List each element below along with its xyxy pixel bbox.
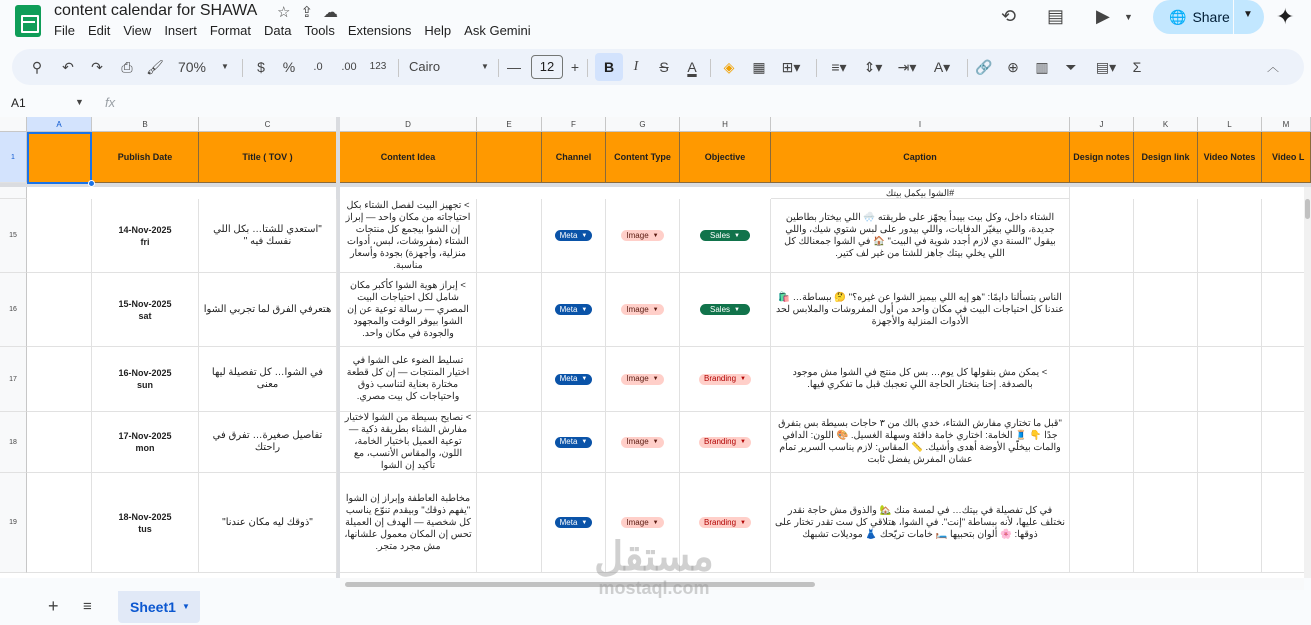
- star-icon[interactable]: ☆: [277, 4, 291, 21]
- content-type-chip[interactable]: [621, 230, 663, 241]
- chip-label: Meta: [559, 374, 578, 383]
- gemini-icon[interactable]: ✦: [1276, 4, 1295, 29]
- objective-chip[interactable]: [699, 437, 751, 448]
- toolbar-divider: [498, 59, 499, 77]
- chip-label: Image: [626, 230, 649, 240]
- row-19-title-cell[interactable]: "ذوقك ليه مكان عندنا": [199, 473, 337, 573]
- column-header-e[interactable]: E: [477, 117, 542, 132]
- header-cell-content-type[interactable]: Content Type: [606, 132, 680, 183]
- chip-dropdown-icon: ▼: [734, 232, 740, 239]
- watermark: [574, 535, 734, 597]
- row-18-cell-e[interactable]: [477, 412, 542, 473]
- chip-label: Sales: [710, 304, 731, 314]
- fx-icon: fx: [105, 95, 116, 110]
- row-15-cell-e[interactable]: [477, 199, 542, 273]
- document-title[interactable]: content calendar for SHAWA: [54, 2, 258, 19]
- row-17-objective-cell[interactable]: [680, 347, 771, 412]
- chip-label: Meta: [559, 517, 578, 527]
- row-16-date-cell[interactable]: [92, 273, 199, 347]
- row-18-caption-cell[interactable]: "قبل ما تختاري مفارش الشتاء، خدي بالك من ٣ حاجات بسيطة بس بتفرق جدًا 👇 🧵 الخامة: اختاري خامة دافئة وسهلة الغسيل. 🎨 اللون: الدافي والمات بيخلّي الأوضة أهدى وأشيك. 📏 المقاس: لازم يناسب السرير تمام عشان المفرش يفضل ثابت: [771, 412, 1070, 473]
- channel-chip[interactable]: [555, 304, 593, 315]
- day-value: tus: [138, 523, 152, 534]
- sheet-tab-sheet1[interactable]: [118, 591, 200, 623]
- row-16-cell-a[interactable]: [27, 273, 92, 347]
- column-header-g[interactable]: G: [606, 117, 680, 132]
- objective-chip[interactable]: [699, 517, 751, 528]
- text-rotation-icon[interactable]: A▾: [933, 59, 951, 75]
- row-17-video-notes-cell[interactable]: [1198, 347, 1262, 412]
- toolbar-divider: [242, 59, 243, 77]
- chip-dropdown-icon: ▼: [581, 232, 588, 239]
- watermark-latin: mostaql.com: [598, 578, 710, 598]
- date-value: 18-Nov-2025: [118, 511, 172, 522]
- chip-label: Sales: [710, 230, 731, 240]
- search-menus-icon[interactable]: ⚲: [31, 59, 43, 75]
- date-value: 14-Nov-2025: [118, 224, 172, 235]
- menu-format[interactable]: Format: [209, 23, 251, 38]
- watermark-arabic: مستقل: [594, 535, 714, 579]
- row-header-18[interactable]: 18: [0, 412, 27, 473]
- zoom-dropdown-icon[interactable]: ▼: [221, 62, 229, 71]
- row-16-channel-cell[interactable]: [542, 273, 606, 347]
- menu-bar: [54, 23, 544, 38]
- font-dropdown-icon[interactable]: ▼: [481, 62, 489, 71]
- channel-chip[interactable]: [555, 374, 593, 385]
- chip-dropdown-icon: ▼: [581, 376, 588, 382]
- print-icon[interactable]: ⎙: [121, 59, 133, 75]
- currency-format-button[interactable]: $: [257, 59, 265, 75]
- row-header-19[interactable]: 19: [0, 473, 27, 573]
- font-size-input[interactable]: 12: [531, 55, 563, 79]
- title-icons: [277, 3, 338, 21]
- menu-tools[interactable]: Tools: [304, 23, 335, 38]
- borders-icon[interactable]: ▦: [752, 59, 766, 75]
- toolbar: [12, 49, 1304, 85]
- merge-cells-icon[interactable]: ⊞▾: [781, 59, 801, 75]
- objective-chip[interactable]: [700, 304, 750, 315]
- row-18-design-notes-cell[interactable]: [1070, 412, 1134, 473]
- fill-color-icon[interactable]: ◈: [723, 59, 735, 75]
- column-header-d[interactable]: D: [340, 117, 477, 132]
- name-box-dropdown-icon[interactable]: ▼: [75, 97, 84, 107]
- chip-dropdown-icon: ▼: [652, 232, 659, 239]
- row-18-type-cell[interactable]: [606, 412, 680, 473]
- row-16-caption-cell[interactable]: الناس بتسألنا دايمًا: "هو إيه اللي بيميز الشوا عن غيره؟" 🤔 ببساطة… 🛍️ عندنا كل احتياجات البيت في مكان واحد من أول المفروشات والملابس لحد الأدوات المنزلية والأجهزة: [771, 273, 1070, 347]
- row-15-date-cell[interactable]: [92, 199, 199, 273]
- row-17-title-cell[interactable]: في الشوا… كل تفصيلة ليها معنى: [199, 347, 337, 412]
- row-17-idea-cell[interactable]: تسليط الضوء على الشوا في اختيار المنتجات — إن كل قطعة مختارة بعناية لتناسب ذوق واحتياجات كل بيت مصري.: [340, 347, 477, 412]
- move-folder-icon[interactable]: ⇪: [300, 4, 314, 21]
- content-type-chip[interactable]: [621, 517, 663, 528]
- row-16-type-cell[interactable]: [606, 273, 680, 347]
- insert-comment-icon[interactable]: ⊕: [1007, 59, 1019, 75]
- row-15-cell-a[interactable]: [27, 199, 92, 273]
- increase-decimal-button[interactable]: .00: [341, 61, 357, 73]
- row-19-design-notes-cell[interactable]: [1070, 473, 1134, 573]
- header-cell-e[interactable]: [477, 132, 542, 183]
- row-15-caption-cell[interactable]: الشتاء داخل، وكل بيت بيبدأ يجهّز على طريقته 🌨️ اللي بيختار بطاطين جديدة، واللي بيغيّر الدفايات، واللي بيدور على لبس شتوي شيك، واللي بيقول "السنة دي لازم أجدد شوية في البيت" 🏠 في الشوا جمعنالك كل اللي يخلي بيتك جاهز للشتا من غير لف كتير.: [771, 199, 1070, 273]
- row-header-16[interactable]: 16: [0, 273, 27, 347]
- row-18-channel-cell[interactable]: [542, 412, 606, 473]
- header-cell-design-notes[interactable]: Design notes: [1070, 132, 1134, 183]
- row-15-title-cell[interactable]: "استعدي للشتا… بكل اللي نفسك فيه ": [199, 199, 337, 273]
- header-cell-design-link[interactable]: Design link: [1134, 132, 1198, 183]
- chip-label: Branding: [704, 374, 737, 383]
- formula-bar: [0, 92, 1311, 116]
- increase-font-size-icon[interactable]: +: [570, 59, 580, 75]
- chip-dropdown-icon: ▼: [581, 306, 588, 313]
- row-15-type-cell[interactable]: [606, 199, 680, 273]
- column-header-h[interactable]: H: [680, 117, 771, 132]
- row-18-design-link-cell[interactable]: [1134, 412, 1198, 473]
- row-17-cell-e[interactable]: [477, 347, 542, 412]
- content-type-chip[interactable]: [621, 374, 663, 385]
- row-15-design-notes-cell[interactable]: [1070, 199, 1134, 273]
- sheets-logo-icon[interactable]: [15, 5, 41, 37]
- vertical-scroll-thumb[interactable]: [1305, 199, 1310, 219]
- history-icon[interactable]: ⟲: [1001, 6, 1017, 26]
- text-wrapping-icon[interactable]: ⇥▾: [897, 59, 917, 75]
- row-18-video-notes-cell[interactable]: [1198, 412, 1262, 473]
- italic-button[interactable]: I: [633, 59, 639, 74]
- column-header-f[interactable]: F: [542, 117, 606, 132]
- column-header-j[interactable]: J: [1070, 117, 1134, 132]
- chip-dropdown-icon: ▼: [581, 519, 588, 526]
- column-header-i[interactable]: I: [771, 117, 1070, 132]
- row-15-objective-cell[interactable]: [680, 199, 771, 273]
- toolbar-divider: [967, 59, 968, 77]
- chip-label: Image: [626, 374, 649, 383]
- decrease-decimal-button[interactable]: .0: [313, 61, 323, 73]
- header-cell-channel[interactable]: Channel: [542, 132, 606, 183]
- row-19-video-notes-cell[interactable]: [1198, 473, 1262, 573]
- horizontal-align-icon[interactable]: ≡▾: [831, 59, 847, 75]
- comments-icon[interactable]: ▤: [1047, 6, 1065, 26]
- row-19-idea-cell[interactable]: مخاطبة العاطفة وإبراز إن الشوا "يفهم ذوقك" وبيقدم تنوّع يناسب كل شخصية — الهدف إن العميلة تحس إن المكان معمول علشانها، مش مجرد متجر.: [340, 473, 477, 573]
- chip-label: Branding: [704, 437, 737, 446]
- row-15-channel-cell[interactable]: [542, 199, 606, 273]
- chip-dropdown-icon: ▼: [652, 376, 659, 382]
- date-value: 17-Nov-2025: [118, 431, 172, 441]
- chip-dropdown-icon: ▼: [740, 376, 746, 382]
- content-type-chip[interactable]: [621, 437, 663, 448]
- row-19-cell-e[interactable]: [477, 473, 542, 573]
- strikethrough-button[interactable]: S: [659, 59, 669, 75]
- row-18-idea-cell[interactable]: > نصايح بسيطة من الشوا لاختيار مفارش الشتاء بطريقة ذكية — توعية العميل باختيار الخامة، اللون، والمقاس الأنسب، مع تأكيد إن الشوا: [340, 412, 477, 473]
- row-18-cell-a[interactable]: [27, 412, 92, 473]
- row-19-design-link-cell[interactable]: [1134, 473, 1198, 573]
- header-cell-video-link[interactable]: Video L: [1262, 132, 1311, 183]
- day-value: sun: [136, 380, 153, 390]
- cloud-status-icon[interactable]: ☁: [323, 4, 339, 21]
- undo-icon[interactable]: ↶: [62, 59, 74, 75]
- row-15-idea-cell[interactable]: > تجهيز البيت لفصل الشتاء بكل احتياجاته من مكان واحد — إبراز إن الشوا بيجمع كل منتجات الشتاء (مفروشات، لبس، أدوات منزلية، وأجهزة) بجودة وأسعار مناسبة.: [340, 199, 477, 273]
- row-16-cell-e[interactable]: [477, 273, 542, 347]
- chip-label: Branding: [704, 517, 737, 527]
- row-17-cell-a[interactable]: [27, 347, 92, 412]
- menu-view[interactable]: View: [123, 23, 152, 38]
- frozen-row-divider[interactable]: [0, 183, 1311, 187]
- insert-link-icon[interactable]: 🔗: [975, 59, 993, 75]
- header-cell-title[interactable]: Title ( TOV ): [199, 132, 337, 183]
- header-cell-content-idea[interactable]: Content Idea: [340, 132, 477, 183]
- paint-format-icon[interactable]: 🖌: [146, 59, 164, 75]
- font-select[interactable]: Cairo: [409, 59, 441, 74]
- toolbar-divider: [398, 59, 399, 77]
- channel-chip[interactable]: [555, 230, 593, 241]
- filter-icon[interactable]: ⏷: [1065, 59, 1077, 75]
- menu-extensions[interactable]: Extensions: [347, 23, 412, 38]
- bold-button[interactable]: B: [595, 53, 623, 81]
- chip-dropdown-icon: ▼: [734, 306, 740, 313]
- row-16-idea-cell[interactable]: > إبراز هوية الشوا كأكبر مكان شامل لكل احتياجات البيت المصري — رسالة توعية عن إن الشوا بيوفر الوقت والمجهود والجودة في مكان واحد.: [340, 273, 477, 347]
- row-17-date-cell[interactable]: [92, 347, 199, 412]
- share-label: Share: [1192, 9, 1230, 25]
- row-header-partial: [0, 187, 27, 199]
- objective-chip[interactable]: [700, 230, 750, 241]
- channel-chip[interactable]: [555, 437, 593, 448]
- row-17-channel-cell[interactable]: [542, 347, 606, 412]
- row-19-date-cell[interactable]: [92, 473, 199, 573]
- add-sheet-icon[interactable]: +: [48, 596, 59, 616]
- row-17-caption-cell[interactable]: > يمكن مش بنقولها كل يوم… بس كل منتج في الشوا مش موجود بالصدفة. إحنا بنختار الحاجة اللي تعجبك قبل ما تفكري فيها.: [771, 347, 1070, 412]
- day-value: mon: [135, 443, 155, 453]
- title-bar: [0, 0, 1311, 42]
- select-all-corner[interactable]: [0, 117, 27, 132]
- vertical-align-icon[interactable]: ⇕▾: [863, 59, 883, 75]
- globe-icon: 🌐: [1169, 8, 1187, 25]
- menu-insert[interactable]: Insert: [164, 23, 197, 38]
- decrease-font-size-icon[interactable]: —: [507, 59, 521, 75]
- row-16-objective-cell[interactable]: [680, 273, 771, 347]
- date-value: 16-Nov-2025: [118, 368, 172, 378]
- header-cell-video-notes[interactable]: Video Notes: [1198, 132, 1262, 183]
- chip-dropdown-icon: ▼: [652, 519, 659, 526]
- redo-icon[interactable]: ↷: [91, 59, 103, 75]
- row-header-15[interactable]: 15: [0, 199, 27, 273]
- menu-edit[interactable]: Edit: [87, 23, 111, 38]
- chip-dropdown-icon: ▼: [652, 439, 659, 445]
- row-18-date-cell[interactable]: [92, 412, 199, 473]
- all-sheets-icon[interactable]: ≡: [83, 598, 92, 615]
- row-15-design-link-cell[interactable]: [1134, 199, 1198, 273]
- chip-dropdown-icon: ▼: [652, 306, 659, 313]
- channel-chip[interactable]: [555, 517, 593, 528]
- share-button[interactable]: [1153, 0, 1264, 34]
- share-divider: [1233, 0, 1234, 34]
- fill-handle[interactable]: [88, 180, 95, 187]
- sheet-tab-dropdown-icon[interactable]: ▼: [182, 602, 190, 611]
- insert-chart-icon[interactable]: ▥: [1035, 59, 1049, 75]
- day-value: fri: [140, 236, 150, 247]
- column-header-c[interactable]: C: [199, 117, 337, 132]
- row-17-type-cell[interactable]: [606, 347, 680, 412]
- chip-label: Meta: [559, 304, 578, 314]
- menu-ask-gemini[interactable]: Ask Gemini: [464, 23, 531, 38]
- row-16-design-link-cell[interactable]: [1134, 273, 1198, 347]
- row-16-video-notes-cell[interactable]: [1198, 273, 1262, 347]
- menu-help[interactable]: Help: [424, 23, 452, 38]
- column-header-a[interactable]: A: [27, 117, 92, 132]
- column-header-b[interactable]: B: [92, 117, 199, 132]
- row-19-caption-cell[interactable]: في كل تفصيلة في بيتك… في لمسة منك 🏡 والذوق مش حاجة نقدر نختلف عليها، لأنه ببساطة "إنت". في الشوا، هتلاقي كل ست تقدر تختار على ذوقها: 🌸 ألوان بتحبيها 🛏️ خامات تريّحك 👗 موديلات تشبهك: [771, 473, 1070, 573]
- collapse-toolbar-icon[interactable]: ︿: [1266, 60, 1279, 74]
- header-cell-objective[interactable]: Objective: [680, 132, 771, 183]
- row-header-1[interactable]: 1: [0, 132, 27, 183]
- meet-dropdown-icon[interactable]: ▼: [1124, 12, 1133, 22]
- chip-dropdown-icon: ▼: [740, 439, 746, 445]
- row-17-design-link-cell[interactable]: [1134, 347, 1198, 412]
- chip-label: Meta: [559, 437, 578, 446]
- chip-label: Meta: [559, 230, 578, 240]
- number-format-button[interactable]: 123: [369, 61, 387, 72]
- toolbar-divider: [587, 59, 588, 77]
- chip-dropdown-icon: ▼: [581, 439, 588, 445]
- row-17-design-notes-cell[interactable]: [1070, 347, 1134, 412]
- percent-format-button[interactable]: %: [282, 59, 296, 75]
- row-18-objective-cell[interactable]: [680, 412, 771, 473]
- column-header-m[interactable]: M: [1262, 117, 1311, 132]
- toolbar-divider: [816, 59, 817, 77]
- filter-views-icon[interactable]: ▤▾: [1095, 59, 1117, 75]
- chip-label: Image: [626, 437, 649, 446]
- partial-caption-cell[interactable]: #الشوا بيكمل بيتك: [771, 187, 1070, 199]
- header-cell-caption[interactable]: Caption: [771, 132, 1070, 183]
- header-cell-publish-date[interactable]: Publish Date: [92, 132, 199, 183]
- row-16-design-notes-cell[interactable]: [1070, 273, 1134, 347]
- functions-icon[interactable]: Σ: [1132, 59, 1142, 75]
- meet-icon[interactable]: ▶: [1096, 6, 1110, 26]
- row-19-cell-a[interactable]: [27, 473, 92, 573]
- date-value: 15-Nov-2025: [118, 298, 172, 309]
- chip-label: Image: [626, 304, 649, 314]
- toolbar-divider: [710, 59, 711, 77]
- name-box[interactable]: A1: [11, 96, 26, 110]
- day-value: sat: [138, 310, 152, 321]
- content-type-chip[interactable]: [621, 304, 663, 315]
- share-dropdown-icon[interactable]: ▼: [1243, 9, 1253, 20]
- row-18-title-cell[interactable]: تفاصيل صغيرة… تفرق في راحتك: [199, 412, 337, 473]
- row-header-17[interactable]: 17: [0, 347, 27, 412]
- row-15-video-notes-cell[interactable]: [1198, 199, 1262, 273]
- menu-data[interactable]: Data: [264, 23, 292, 38]
- chip-dropdown-icon: ▼: [740, 519, 746, 526]
- vertical-scrollbar[interactable]: [1304, 187, 1311, 578]
- text-color-button[interactable]: A: [687, 59, 697, 75]
- zoom-select[interactable]: 70%: [177, 59, 207, 75]
- row-16-title-cell[interactable]: هتعرفي الفرق لما تجربي الشوا: [199, 273, 337, 347]
- sheet-tab-label: Sheet1: [130, 599, 176, 615]
- column-header-k[interactable]: K: [1134, 117, 1198, 132]
- objective-chip[interactable]: [699, 374, 751, 385]
- column-header-l[interactable]: L: [1198, 117, 1262, 132]
- spreadsheet-grid[interactable]: [0, 117, 1311, 578]
- active-cell-selection[interactable]: [27, 132, 92, 184]
- chip-label: Image: [626, 517, 649, 527]
- menu-file[interactable]: File: [54, 23, 75, 38]
